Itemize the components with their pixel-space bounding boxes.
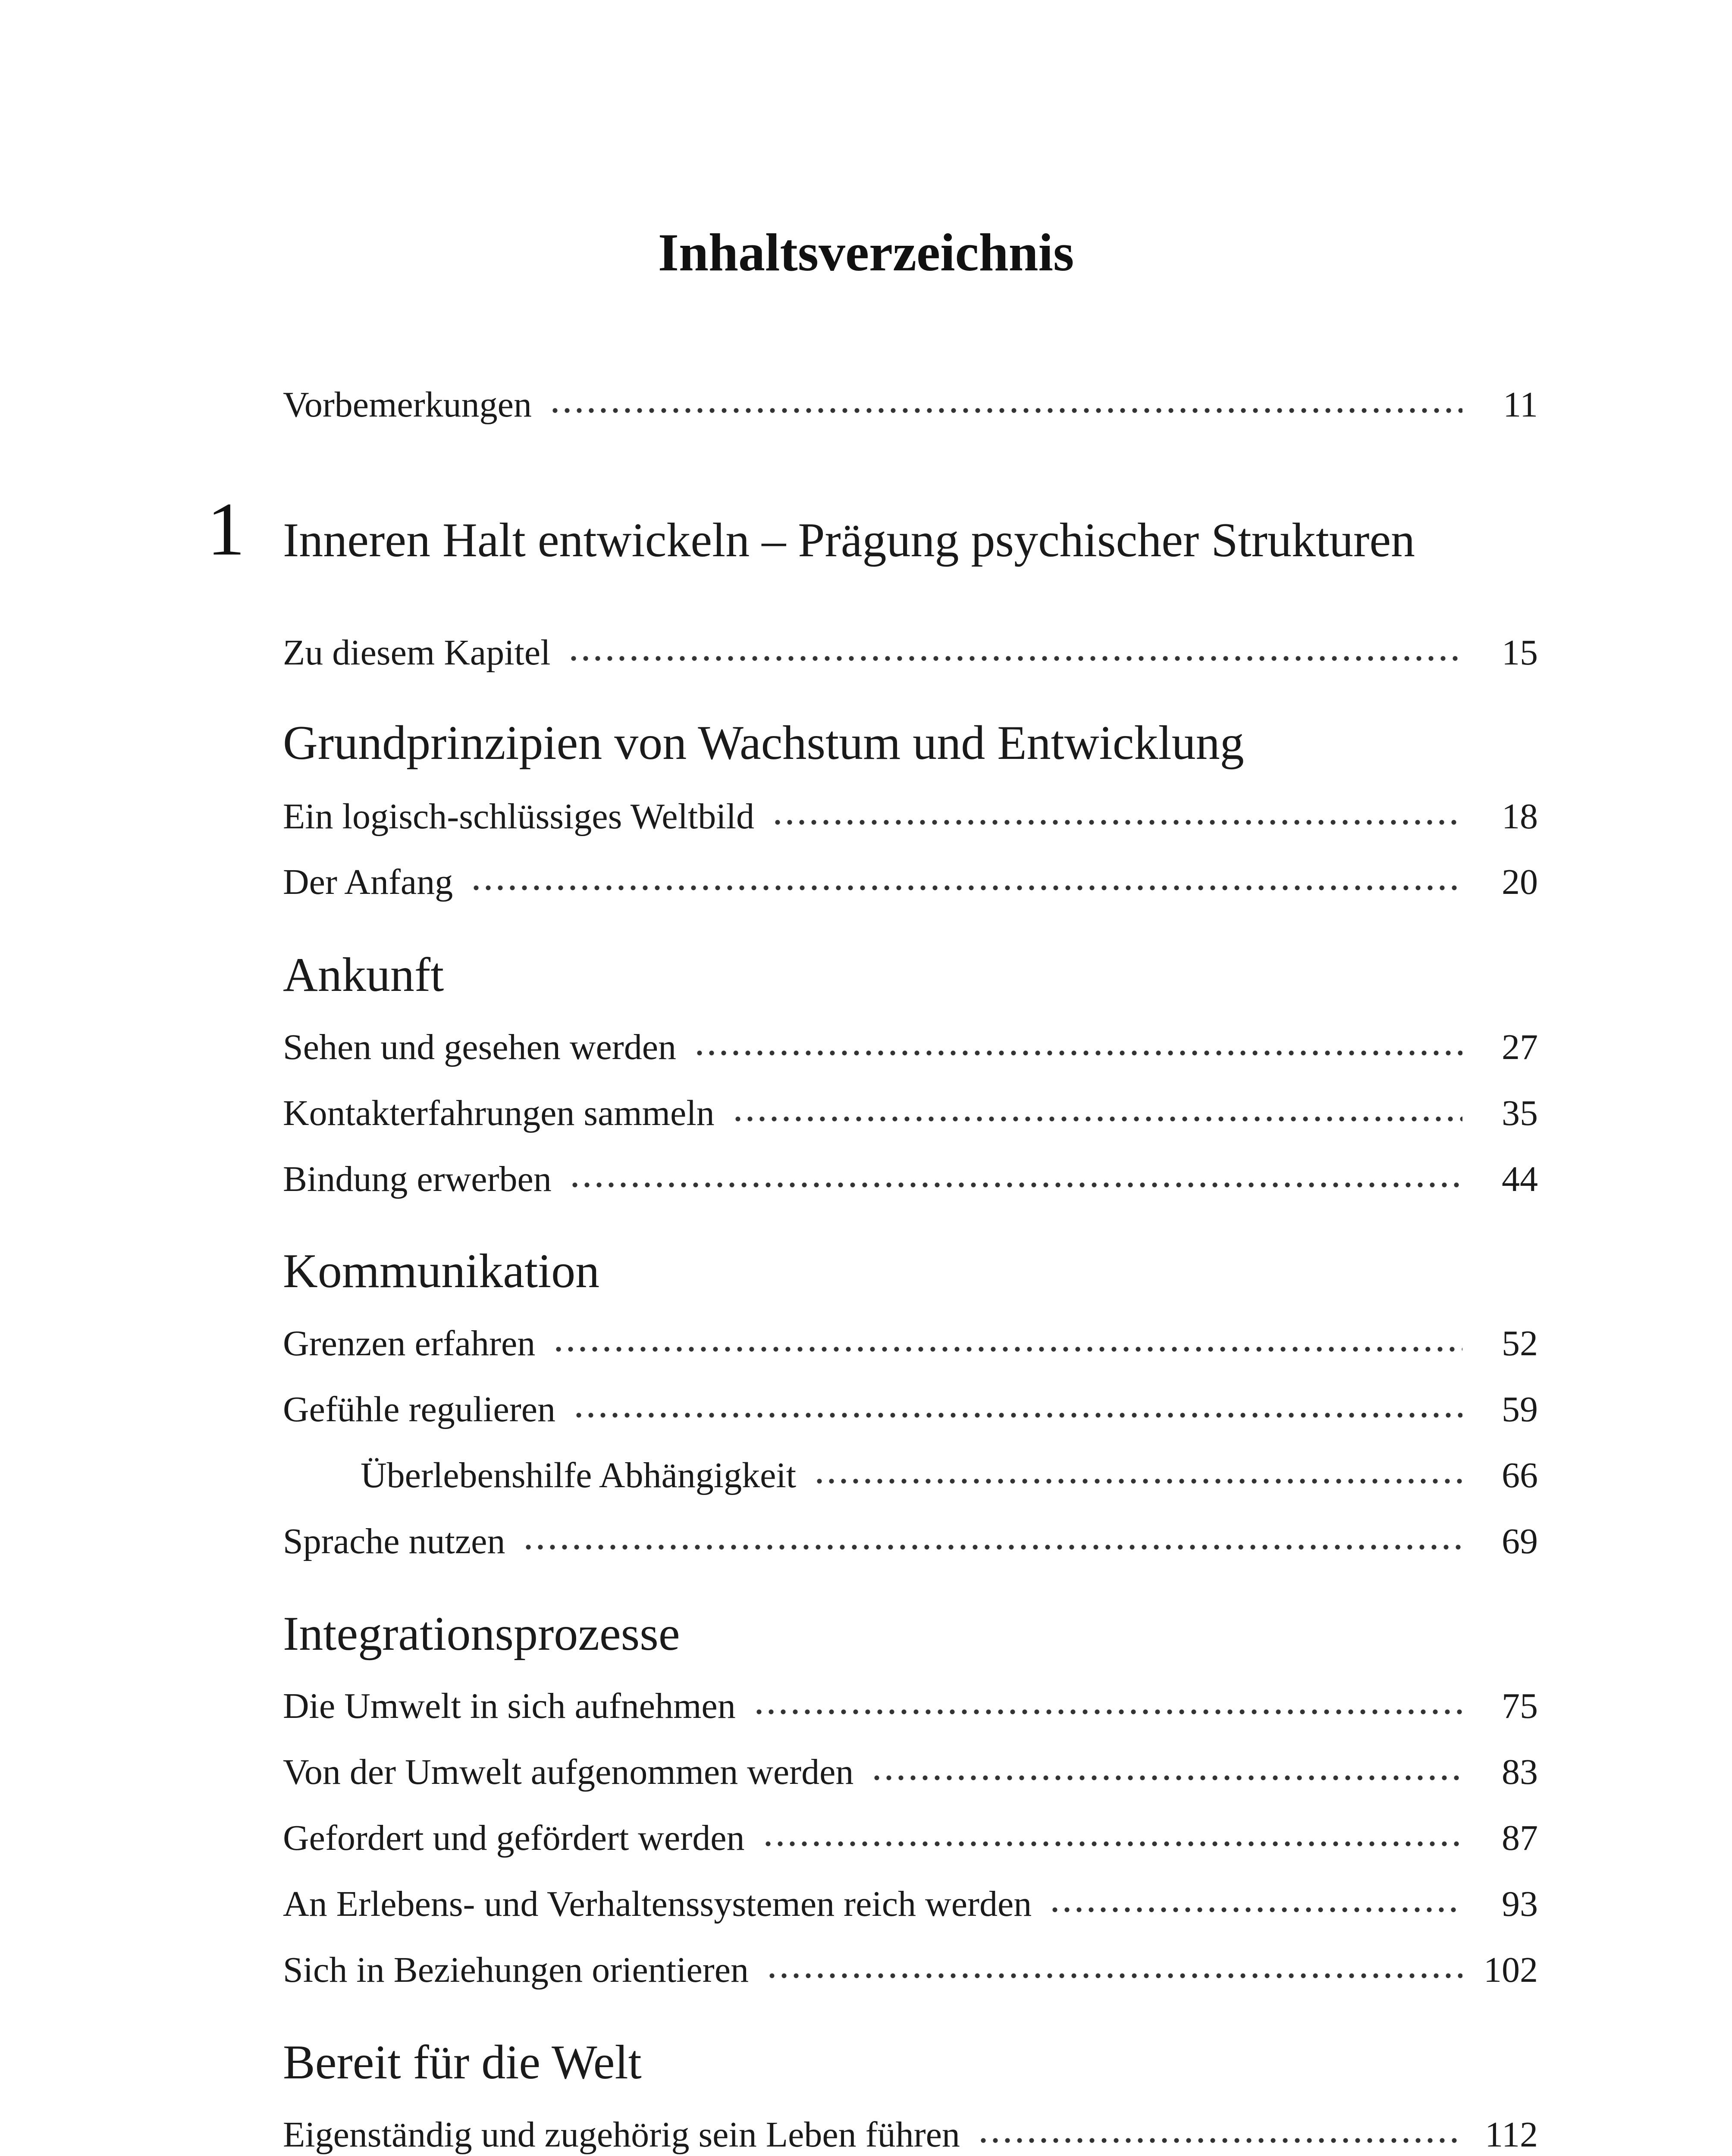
dot-leader xyxy=(470,865,1462,894)
toc-entry-page: 87 xyxy=(1502,1818,1538,1858)
toc-entry-label: Eigenständig und zugehörig sein Leben führen xyxy=(283,2115,960,2155)
toc-entry-page: 11 xyxy=(1503,385,1538,425)
toc-entry-label: An Erlebens- und Verhaltenssystemen reich werden xyxy=(283,1884,1032,1924)
toc-entry-label: Die Umwelt in sich aufnehmen xyxy=(283,1686,736,1726)
toc-entry-page: 102 xyxy=(1484,1950,1538,1990)
dot-leader xyxy=(1049,1887,1462,1916)
toc-entry[interactable] xyxy=(283,1388,1538,1430)
toc-entry[interactable] xyxy=(283,1949,1538,1991)
section-heading: Ankunft xyxy=(283,948,444,1002)
toc-entry[interactable] xyxy=(283,1026,1538,1068)
dot-leader xyxy=(766,1953,1462,1982)
toc-entry-page: 66 xyxy=(1502,1455,1538,1495)
section-heading: Grundprinzipien von Wachstum und Entwicklung xyxy=(283,716,1244,770)
dot-leader xyxy=(573,1392,1462,1421)
page-title: Inhaltsverzeichnis xyxy=(658,223,1074,282)
toc-entry-label: Sich in Beziehungen orientieren xyxy=(283,1950,749,1990)
toc-entry[interactable] xyxy=(283,1883,1538,1925)
toc-entry-page: 93 xyxy=(1502,1884,1538,1924)
toc-entry[interactable] xyxy=(283,1685,1538,1727)
toc-entry-label: Gefordert und gefördert werden xyxy=(283,1818,745,1858)
toc-entry-label: Grenzen erfahren xyxy=(283,1323,536,1363)
dot-leader xyxy=(871,1755,1462,1784)
toc-entry-page: 18 xyxy=(1502,796,1538,837)
toc-entry[interactable] xyxy=(283,861,1538,903)
toc-entry[interactable] xyxy=(283,796,1538,837)
toc-entry-label: Von der Umwelt aufgenommen werden xyxy=(283,1752,854,1792)
toc-entry-label: Bindung erwerben xyxy=(283,1159,552,1199)
toc-entry-page: 27 xyxy=(1502,1027,1538,1067)
dot-leader xyxy=(522,1524,1462,1553)
dot-leader xyxy=(813,1458,1462,1487)
dot-leader xyxy=(772,799,1462,828)
toc-entry[interactable] xyxy=(283,1817,1538,1859)
toc-entry-label: Überlebenshilfe Abhängigkeit xyxy=(361,1455,797,1495)
toc-entry-subsection[interactable] xyxy=(283,1454,1538,1496)
toc-entry[interactable] xyxy=(283,1322,1538,1364)
section-heading: Kommunikation xyxy=(283,1244,600,1298)
toc-entry-page: 112 xyxy=(1485,2115,1538,2155)
dot-leader xyxy=(762,1821,1462,1850)
toc-entry-page: 35 xyxy=(1502,1093,1538,1133)
toc-entry[interactable] xyxy=(283,2114,1538,2156)
toc-entry[interactable] xyxy=(283,1520,1538,1562)
section-heading: Integrationsprozesse xyxy=(283,1607,680,1661)
toc-entry-chapter-intro[interactable] xyxy=(283,632,1538,674)
dot-leader xyxy=(569,1162,1462,1191)
toc-entry[interactable] xyxy=(283,1092,1538,1134)
toc-entry-label: Sprache nutzen xyxy=(283,1521,505,1561)
dot-leader xyxy=(568,636,1462,664)
toc-entry-page: 69 xyxy=(1502,1521,1538,1561)
toc-entry-page: 44 xyxy=(1502,1159,1538,1199)
section-heading: Bereit für die Welt xyxy=(283,2036,642,2089)
chapter-title: Inneren Halt entwickeln – Prägung psychischer Strukturen xyxy=(283,514,1415,567)
dot-leader xyxy=(549,388,1462,417)
dot-leader xyxy=(732,1096,1462,1125)
toc-entry-label: Sehen und gesehen werden xyxy=(283,1027,677,1067)
toc-entry-label: Zu diesem Kapitel xyxy=(283,633,551,673)
toc-entry-page: 52 xyxy=(1502,1323,1538,1363)
toc-entry-page: 59 xyxy=(1502,1389,1538,1429)
toc-entry-page: 15 xyxy=(1502,633,1538,673)
toc-entry[interactable] xyxy=(283,1158,1538,1200)
toc-entry-page: 75 xyxy=(1502,1686,1538,1726)
toc-entry-label: Vorbemerkungen xyxy=(283,385,532,425)
toc-entry-label: Der Anfang xyxy=(283,862,453,902)
dot-leader xyxy=(977,2118,1462,2147)
toc-entry-preface[interactable] xyxy=(283,384,1538,426)
toc-entry[interactable] xyxy=(283,1751,1538,1793)
dot-leader xyxy=(693,1030,1462,1059)
toc-entry-page: 20 xyxy=(1502,862,1538,902)
toc-entry-page: 83 xyxy=(1502,1752,1538,1792)
toc-entry-label: Ein logisch-schlüssiges Weltbild xyxy=(283,796,754,837)
toc-entry-label: Kontakterfahrungen sammeln xyxy=(283,1093,715,1133)
dot-leader xyxy=(753,1689,1462,1718)
chapter-number: 1 xyxy=(207,487,245,571)
dot-leader xyxy=(552,1326,1462,1355)
toc-entry-label: Gefühle regulieren xyxy=(283,1389,556,1429)
